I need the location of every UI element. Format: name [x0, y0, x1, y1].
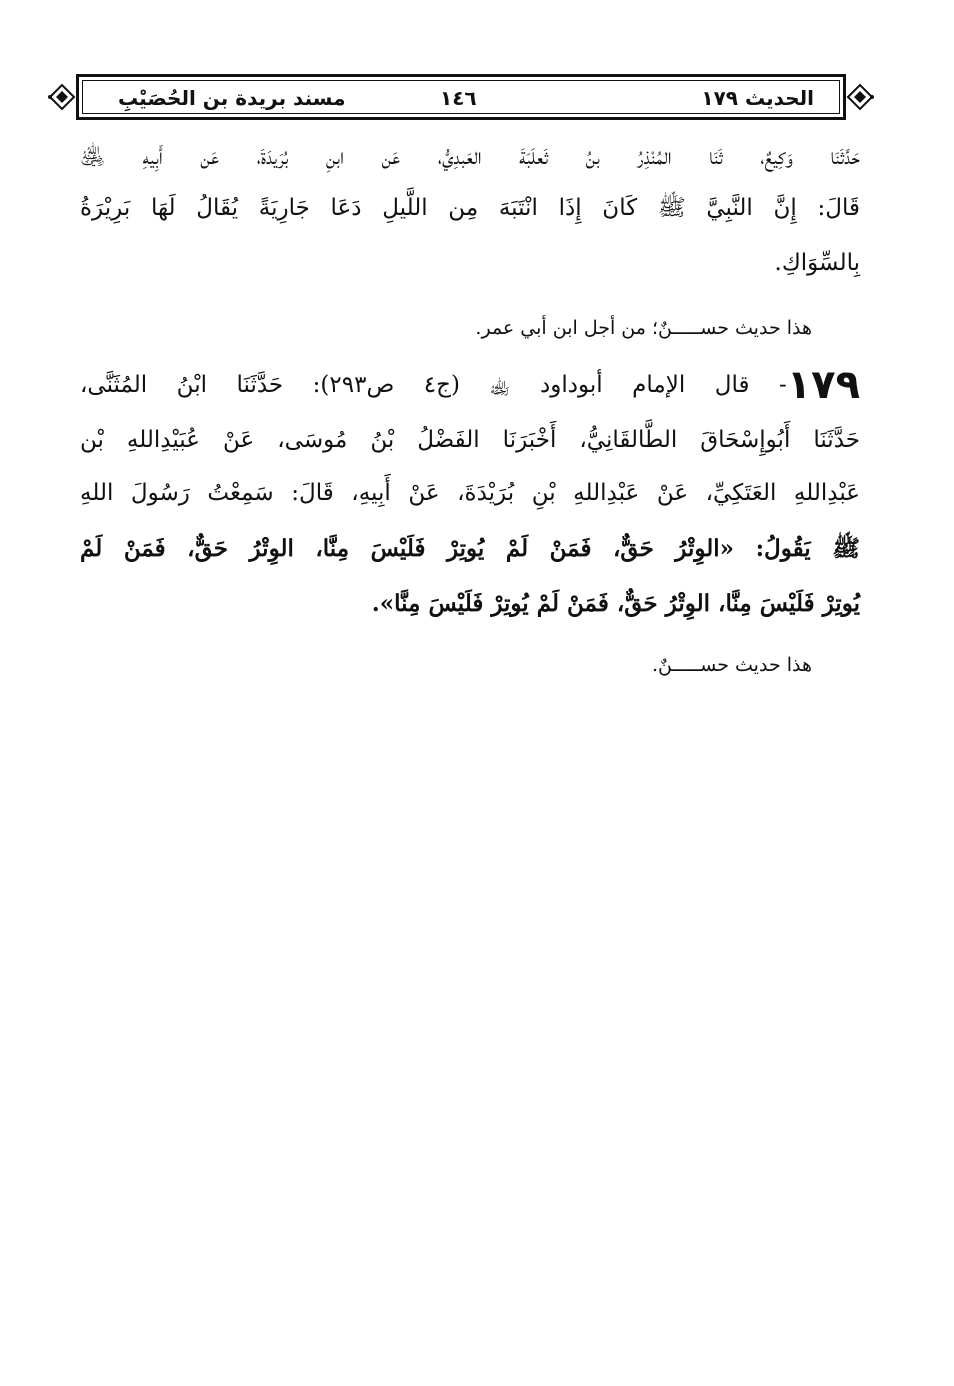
text-line: قَالَ: إِنَّ النَّبِيَّ ﷺ كَانَ إِذَا انْتَبَهَ مِن اللَّيلِ دَعَا جَارِيَةً يُقَالُ لَهَا بَرِيْرَةُ — [80, 195, 860, 221]
running-header-book-title: مسند بريدة بن الحُصَيْبِ — [118, 86, 346, 110]
header-ornament-right-icon — [846, 82, 874, 112]
hadith-grade: هذا حديث حســـــنٌ. — [651, 654, 812, 676]
hadith-grade: هذا حديث حســـــنٌ؛ من أجل ابن أبي عمر. — [475, 317, 812, 339]
hadith-matn-line: يُوتِرْ فَلَيْسَ مِنَّا، الوِتْرُ حَقٌّ، فَمَنْ لَمْ يُوتِرْ فَلَيْسَ مِنَّا». — [371, 590, 860, 617]
hadith-matn-line: ﷺ يَقُولُ: «الوِتْرُ حَقٌّ، فَمَنْ لَمْ يُوتِرْ فَلَيْسَ مِنَّا، الوِتْرُ حَقٌّ، فَمَنْ لَمْ — [80, 535, 860, 562]
hadith-heading-line — [80, 362, 861, 408]
text-line: حَدَّثَنَا أَبُوإِسْحَاقَ الطَّالقَانِيُّ، أَخْبَرَنَا الفَضْلُ بْنُ مُوسَى، عَنْ عُبَيْدِاللهِ بْن — [80, 427, 860, 453]
header-ornament-left-icon — [48, 82, 76, 112]
hadith-number: ١٧٩ — [786, 362, 861, 408]
text-line: بِالسِّوَاكِ. — [774, 250, 860, 276]
text-line: عَبْدِاللهِ العَتَكِيِّ، عَنْ عَبْدِاللهِ بْنِ بُرَيْدَةَ، عَنْ أَبِيهِ، قَالَ: سَمِعْتُ رَسُولَ اللهِ — [80, 480, 860, 506]
running-header-hadith-label: الحديث ١٧٩ — [701, 86, 814, 110]
hadith-intro: - قال الإمام أبوداود ﵀ (ج٤ ص٢٩٣): حَدَّثَنَا ابْنُ المُثَنَّى، — [80, 372, 787, 398]
text-line: حَدَّثَنَا وَكِيعٌ، ثَنَا المُنْذِرُ بنُ ثَعلَبَةَ العَبدِيُّ، عَن ابنِ بُرَيدَةَ، عَن أَبِيهِ ﵁ — [80, 144, 860, 170]
page-number: ١٤٦ — [440, 86, 477, 110]
